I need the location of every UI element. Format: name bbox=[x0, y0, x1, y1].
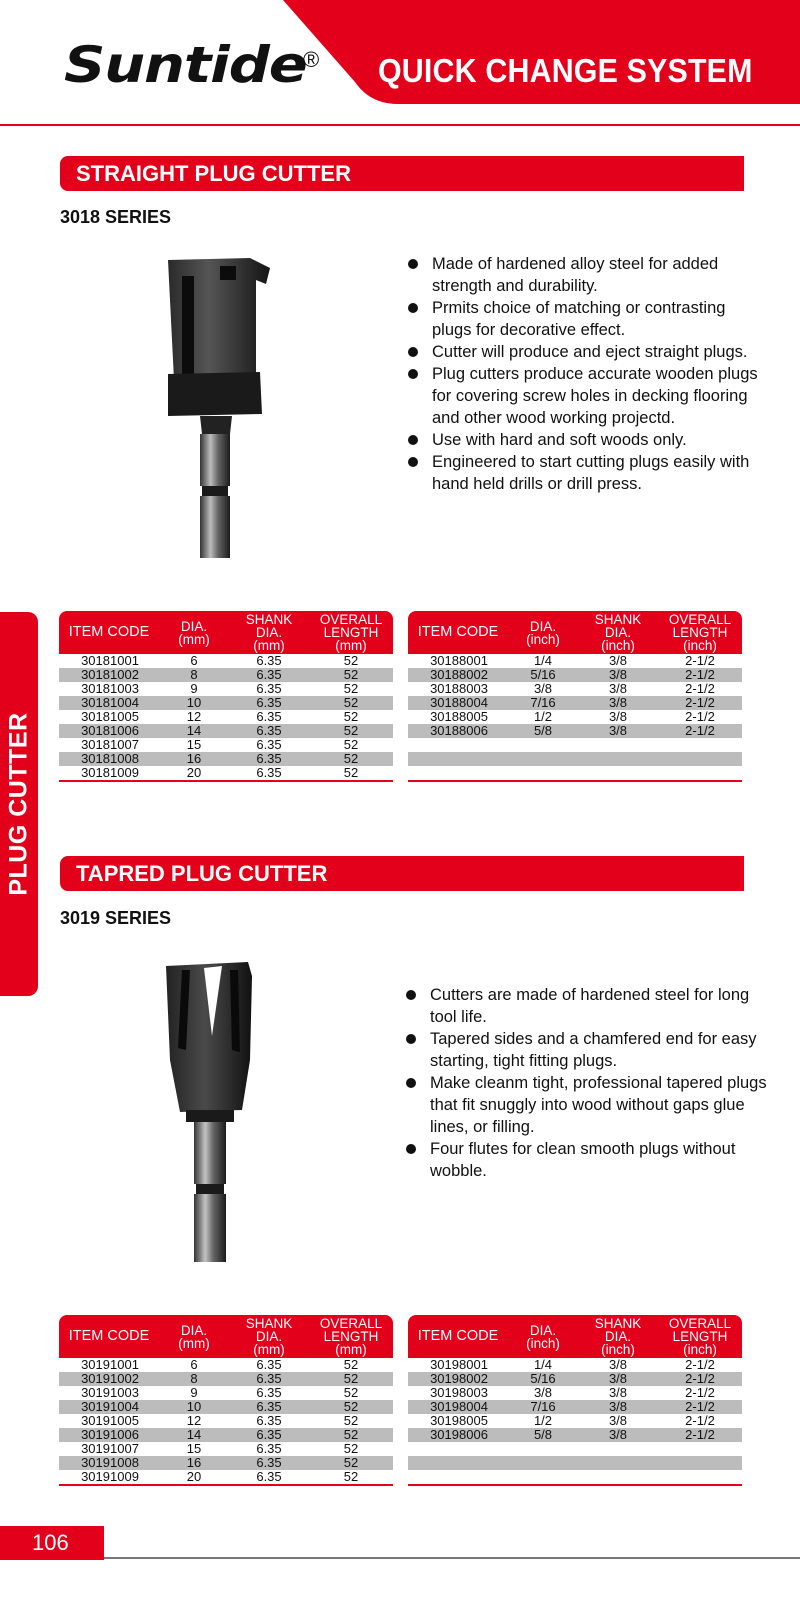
table-cell bbox=[658, 738, 742, 752]
table-cell: 52 bbox=[343, 667, 359, 682]
table-cell: 3/8 bbox=[608, 1385, 628, 1400]
side-tab-label: PLUG CUTTER bbox=[4, 712, 33, 896]
footer-divider bbox=[104, 1557, 800, 1559]
table-body bbox=[59, 1358, 393, 1486]
table-cell: 30188001 bbox=[430, 653, 488, 668]
table-row bbox=[59, 654, 393, 668]
table-cell: 9 bbox=[190, 681, 198, 696]
metric-spec-table bbox=[59, 1315, 393, 1486]
column-header: OVERALL LENGTH (mm) bbox=[319, 1316, 383, 1357]
table-cell: 6.35 bbox=[256, 765, 282, 780]
table-cell: 30191009 bbox=[81, 1469, 139, 1484]
table-cell: 14 bbox=[186, 723, 202, 738]
table-cell bbox=[408, 738, 508, 752]
column-header: SHANK DIA. (inch) bbox=[594, 1316, 642, 1357]
series-label: 3019 SERIES bbox=[60, 908, 172, 928]
table-cell: 9 bbox=[190, 1385, 198, 1400]
table-row bbox=[408, 766, 742, 780]
column-header: OVERALL LENGTH (inch) bbox=[668, 1316, 732, 1357]
table-cell: 3/8 bbox=[608, 723, 628, 738]
table-row bbox=[59, 752, 393, 766]
table-cell: 30181003 bbox=[81, 681, 139, 696]
tapered-plug-cutter-image bbox=[160, 960, 260, 1270]
table-cell: 30181006 bbox=[81, 723, 139, 738]
table-row bbox=[59, 1358, 393, 1372]
table-cell bbox=[508, 1442, 578, 1456]
straight-plug-cutter-image bbox=[160, 256, 275, 564]
table-cell: 52 bbox=[343, 1441, 359, 1456]
column-header: ITEM CODE bbox=[68, 624, 150, 640]
table-row bbox=[408, 752, 742, 766]
table-cell: 30181005 bbox=[81, 709, 139, 724]
table-header bbox=[408, 611, 742, 654]
table-cell: 52 bbox=[343, 1469, 359, 1484]
table-cell: 5/16 bbox=[530, 667, 556, 682]
feature-item: Cutters are made of hardened steel for long tool life. bbox=[402, 984, 768, 1028]
table-cell: 3/8 bbox=[608, 1399, 628, 1414]
table-cell: 52 bbox=[343, 737, 359, 752]
section-title: TAPRED PLUG CUTTER bbox=[76, 861, 328, 886]
table-cell: 30191005 bbox=[81, 1413, 139, 1428]
table-cell bbox=[578, 766, 658, 780]
table-cell: 3/8 bbox=[608, 1357, 628, 1372]
table-cell: 6.35 bbox=[256, 1357, 282, 1372]
table-cell: 6.35 bbox=[256, 1469, 282, 1484]
table-row bbox=[59, 766, 393, 780]
table-cell bbox=[508, 1470, 578, 1484]
column-header: DIA. (inch) bbox=[526, 618, 560, 647]
table-cell: 2-1/2 bbox=[685, 1371, 715, 1386]
registered-mark: ® bbox=[303, 47, 320, 72]
table-row bbox=[408, 654, 742, 668]
column-header: SHANK DIA. (inch) bbox=[594, 612, 642, 653]
table-cell: 6.35 bbox=[256, 667, 282, 682]
table-cell: 6 bbox=[190, 653, 198, 668]
feature-item: Engineered to start cutting plugs easily with hand held drills or drill press. bbox=[404, 451, 764, 495]
table-cell: 2-1/2 bbox=[685, 1427, 715, 1442]
table-cell bbox=[658, 766, 742, 780]
table-cell: 30181008 bbox=[81, 751, 139, 766]
table-cell bbox=[658, 1470, 742, 1484]
table-cell: 6.35 bbox=[256, 695, 282, 710]
table-header bbox=[408, 1315, 742, 1358]
column-header: DIA. (inch) bbox=[526, 1322, 560, 1351]
column-header: ITEM CODE bbox=[417, 1328, 499, 1344]
table-cell: 52 bbox=[343, 723, 359, 738]
table-cell: 52 bbox=[343, 1413, 359, 1428]
table-cell bbox=[408, 752, 508, 766]
table-cell: 30191001 bbox=[81, 1357, 139, 1372]
table-cell: 2-1/2 bbox=[685, 653, 715, 668]
table-cell: 6.35 bbox=[256, 751, 282, 766]
table-row bbox=[59, 1400, 393, 1414]
table-cell: 3/8 bbox=[608, 1413, 628, 1428]
table-cell: 30191007 bbox=[81, 1441, 139, 1456]
table-cell: 30198005 bbox=[430, 1413, 488, 1428]
table-cell: 52 bbox=[343, 653, 359, 668]
table-row bbox=[408, 1358, 742, 1372]
table-row bbox=[59, 1456, 393, 1470]
table-header bbox=[59, 1315, 393, 1358]
column-header: SHANK DIA. (mm) bbox=[245, 1316, 293, 1357]
column-header: DIA. (mm) bbox=[178, 618, 210, 647]
table-cell: 1/2 bbox=[533, 709, 553, 724]
table-cell: 6 bbox=[190, 1357, 198, 1372]
table-cell: 6.35 bbox=[256, 653, 282, 668]
table-cell bbox=[508, 738, 578, 752]
table-cell: 52 bbox=[343, 1399, 359, 1414]
table-cell bbox=[408, 1456, 508, 1470]
table-cell: 30188005 bbox=[430, 709, 488, 724]
table-cell: 3/8 bbox=[608, 1371, 628, 1386]
table-cell: 30198006 bbox=[430, 1427, 488, 1442]
table-body bbox=[59, 654, 393, 782]
feature-list bbox=[404, 253, 764, 495]
brand-logo: Suntide bbox=[64, 36, 307, 94]
column-header: DIA. (mm) bbox=[178, 1322, 210, 1351]
table-cell: 10 bbox=[186, 695, 202, 710]
table-cell: 6.35 bbox=[256, 681, 282, 696]
table-row bbox=[59, 1428, 393, 1442]
table-row bbox=[59, 696, 393, 710]
table-cell: 30191006 bbox=[81, 1427, 139, 1442]
table-cell bbox=[508, 752, 578, 766]
table-cell: 6.35 bbox=[256, 1441, 282, 1456]
table-cell: 30191002 bbox=[81, 1371, 139, 1386]
column-header: ITEM CODE bbox=[417, 624, 499, 640]
table-row bbox=[408, 1414, 742, 1428]
table-row bbox=[59, 738, 393, 752]
table-cell bbox=[578, 1456, 658, 1470]
table-row bbox=[408, 682, 742, 696]
inch-spec-table bbox=[408, 611, 742, 782]
table-cell: 5/8 bbox=[533, 723, 553, 738]
table-cell bbox=[658, 1456, 742, 1470]
page-number: 106 bbox=[0, 1526, 104, 1560]
table-cell: 3/8 bbox=[608, 667, 628, 682]
table-cell: 7/16 bbox=[530, 1399, 556, 1414]
table-cell: 12 bbox=[186, 1413, 202, 1428]
table-cell bbox=[658, 752, 742, 766]
feature-item: Cutter will produce and eject straight plugs. bbox=[404, 341, 764, 363]
table-row bbox=[408, 724, 742, 738]
table-cell: 6.35 bbox=[256, 709, 282, 724]
table-cell: 3/8 bbox=[608, 1427, 628, 1442]
feature-item: Made of hardened alloy steel for added strength and durability. bbox=[404, 253, 764, 297]
table-cell: 30198004 bbox=[430, 1399, 488, 1414]
table-cell: 20 bbox=[186, 1469, 202, 1484]
table-row bbox=[408, 1372, 742, 1386]
table-cell: 30181002 bbox=[81, 667, 139, 682]
table-cell: 30181009 bbox=[81, 765, 139, 780]
table-cell: 2-1/2 bbox=[685, 1399, 715, 1414]
table-row bbox=[59, 1470, 393, 1484]
section-title: STRAIGHT PLUG CUTTER bbox=[76, 161, 351, 186]
table-cell: 52 bbox=[343, 1371, 359, 1386]
table-cell: 12 bbox=[186, 709, 202, 724]
inch-spec-table bbox=[408, 1315, 742, 1486]
table-cell: 5/16 bbox=[530, 1371, 556, 1386]
table-cell: 6.35 bbox=[256, 737, 282, 752]
table-cell: 3/8 bbox=[608, 653, 628, 668]
table-row bbox=[59, 682, 393, 696]
table-cell: 8 bbox=[190, 667, 198, 682]
table-cell: 52 bbox=[343, 1455, 359, 1470]
table-cell bbox=[578, 738, 658, 752]
header-divider bbox=[0, 124, 800, 126]
feature-item: Prmits choice of matching or contrasting plugs for decorative effect. bbox=[404, 297, 764, 341]
table-cell: 7/16 bbox=[530, 695, 556, 710]
table-cell: 30188004 bbox=[430, 695, 488, 710]
table-cell: 30191003 bbox=[81, 1385, 139, 1400]
table-cell: 30188003 bbox=[430, 681, 488, 696]
table-cell: 15 bbox=[186, 737, 202, 752]
table-cell: 1/2 bbox=[533, 1413, 553, 1428]
table-row bbox=[408, 1400, 742, 1414]
feature-item: Plug cutters produce accurate wooden plugs for covering screw holes in decking flooring and other wood working projectd. bbox=[404, 363, 764, 429]
table-cell: 30198001 bbox=[430, 1357, 488, 1372]
metric-spec-table bbox=[59, 611, 393, 782]
table-cell: 16 bbox=[186, 1455, 202, 1470]
table-cell: 3/8 bbox=[533, 681, 553, 696]
table-row bbox=[59, 1414, 393, 1428]
table-cell: 30198003 bbox=[430, 1385, 488, 1400]
table-cell: 2-1/2 bbox=[685, 695, 715, 710]
table-cell: 2-1/2 bbox=[685, 667, 715, 682]
table-row bbox=[408, 1456, 742, 1470]
table-cell: 1/4 bbox=[533, 653, 553, 668]
table-row bbox=[408, 1470, 742, 1484]
table-row bbox=[59, 668, 393, 682]
table-cell: 6.35 bbox=[256, 1427, 282, 1442]
table-cell: 30188006 bbox=[430, 723, 488, 738]
table-cell: 52 bbox=[343, 1385, 359, 1400]
table-cell bbox=[578, 1470, 658, 1484]
table-cell: 16 bbox=[186, 751, 202, 766]
section-title-bar bbox=[60, 156, 744, 191]
feature-list bbox=[402, 984, 768, 1182]
table-cell: 30181001 bbox=[81, 653, 139, 668]
table-cell: 6.35 bbox=[256, 1413, 282, 1428]
table-row bbox=[408, 738, 742, 752]
table-cell: 52 bbox=[343, 709, 359, 724]
table-cell: 20 bbox=[186, 765, 202, 780]
table-cell: 6.35 bbox=[256, 1455, 282, 1470]
column-header: ITEM CODE bbox=[68, 1328, 150, 1344]
table-cell: 6.35 bbox=[256, 1399, 282, 1414]
table-row bbox=[408, 1386, 742, 1400]
table-cell: 30198002 bbox=[430, 1371, 488, 1386]
table-cell: 52 bbox=[343, 681, 359, 696]
table-cell: 6.35 bbox=[256, 1371, 282, 1386]
table-cell bbox=[408, 1470, 508, 1484]
table-row bbox=[408, 710, 742, 724]
table-cell: 15 bbox=[186, 1441, 202, 1456]
table-row bbox=[59, 710, 393, 724]
table-cell: 2-1/2 bbox=[685, 709, 715, 724]
table-cell: 30191008 bbox=[81, 1455, 139, 1470]
table-cell: 14 bbox=[186, 1427, 202, 1442]
table-cell: 52 bbox=[343, 1427, 359, 1442]
table-cell: 30181007 bbox=[81, 737, 139, 752]
column-header: OVERALL LENGTH (mm) bbox=[319, 612, 383, 653]
table-cell bbox=[508, 1456, 578, 1470]
table-body bbox=[408, 654, 742, 782]
feature-item: Use with hard and soft woods only. bbox=[404, 429, 764, 451]
series-label: 3018 SERIES bbox=[60, 207, 172, 227]
table-cell: 52 bbox=[343, 1357, 359, 1372]
table-cell: 3/8 bbox=[533, 1385, 553, 1400]
table-cell bbox=[408, 1442, 508, 1456]
column-header: SHANK DIA. (mm) bbox=[245, 612, 293, 653]
table-cell: 6.35 bbox=[256, 1385, 282, 1400]
table-row bbox=[59, 724, 393, 738]
table-cell: 52 bbox=[343, 751, 359, 766]
table-cell bbox=[508, 766, 578, 780]
table-cell: 3/8 bbox=[608, 695, 628, 710]
feature-item: Tapered sides and a chamfered end for easy starting, tight fitting plugs. bbox=[402, 1028, 768, 1072]
table-header bbox=[59, 611, 393, 654]
table-row bbox=[408, 668, 742, 682]
table-row bbox=[59, 1386, 393, 1400]
side-tab bbox=[0, 612, 38, 996]
table-cell: 6.35 bbox=[256, 723, 282, 738]
table-cell: 52 bbox=[343, 765, 359, 780]
feature-item: Make cleanm tight, professional tapered plugs that fit snuggly into wood without gaps glue lines, or filling. bbox=[402, 1072, 768, 1138]
table-cell bbox=[578, 1442, 658, 1456]
table-cell: 2-1/2 bbox=[685, 1357, 715, 1372]
table-body bbox=[408, 1358, 742, 1486]
table-cell: 8 bbox=[190, 1371, 198, 1386]
table-cell: 3/8 bbox=[608, 709, 628, 724]
table-row bbox=[408, 696, 742, 710]
table-cell bbox=[578, 752, 658, 766]
table-cell bbox=[658, 1442, 742, 1456]
table-cell: 30181004 bbox=[81, 695, 139, 710]
table-cell: 3/8 bbox=[608, 681, 628, 696]
table-cell: 5/8 bbox=[533, 1427, 553, 1442]
table-cell: 2-1/2 bbox=[685, 723, 715, 738]
table-cell: 1/4 bbox=[533, 1357, 553, 1372]
table-cell: 2-1/2 bbox=[685, 681, 715, 696]
column-header: OVERALL LENGTH (inch) bbox=[668, 612, 732, 653]
table-cell: 30191004 bbox=[81, 1399, 139, 1414]
table-cell: 10 bbox=[186, 1399, 202, 1414]
feature-item: Four flutes for clean smooth plugs without wobble. bbox=[402, 1138, 768, 1182]
header-title: QUICK CHANGE SYSTEM bbox=[378, 52, 753, 89]
table-cell: 2-1/2 bbox=[685, 1385, 715, 1400]
table-row bbox=[59, 1372, 393, 1386]
table-cell: 2-1/2 bbox=[685, 1413, 715, 1428]
section-title-bar bbox=[60, 856, 744, 891]
table-cell: 30188002 bbox=[430, 667, 488, 682]
table-row bbox=[408, 1428, 742, 1442]
table-cell: 52 bbox=[343, 695, 359, 710]
table-cell bbox=[408, 766, 508, 780]
table-row bbox=[59, 1442, 393, 1456]
table-row bbox=[408, 1442, 742, 1456]
